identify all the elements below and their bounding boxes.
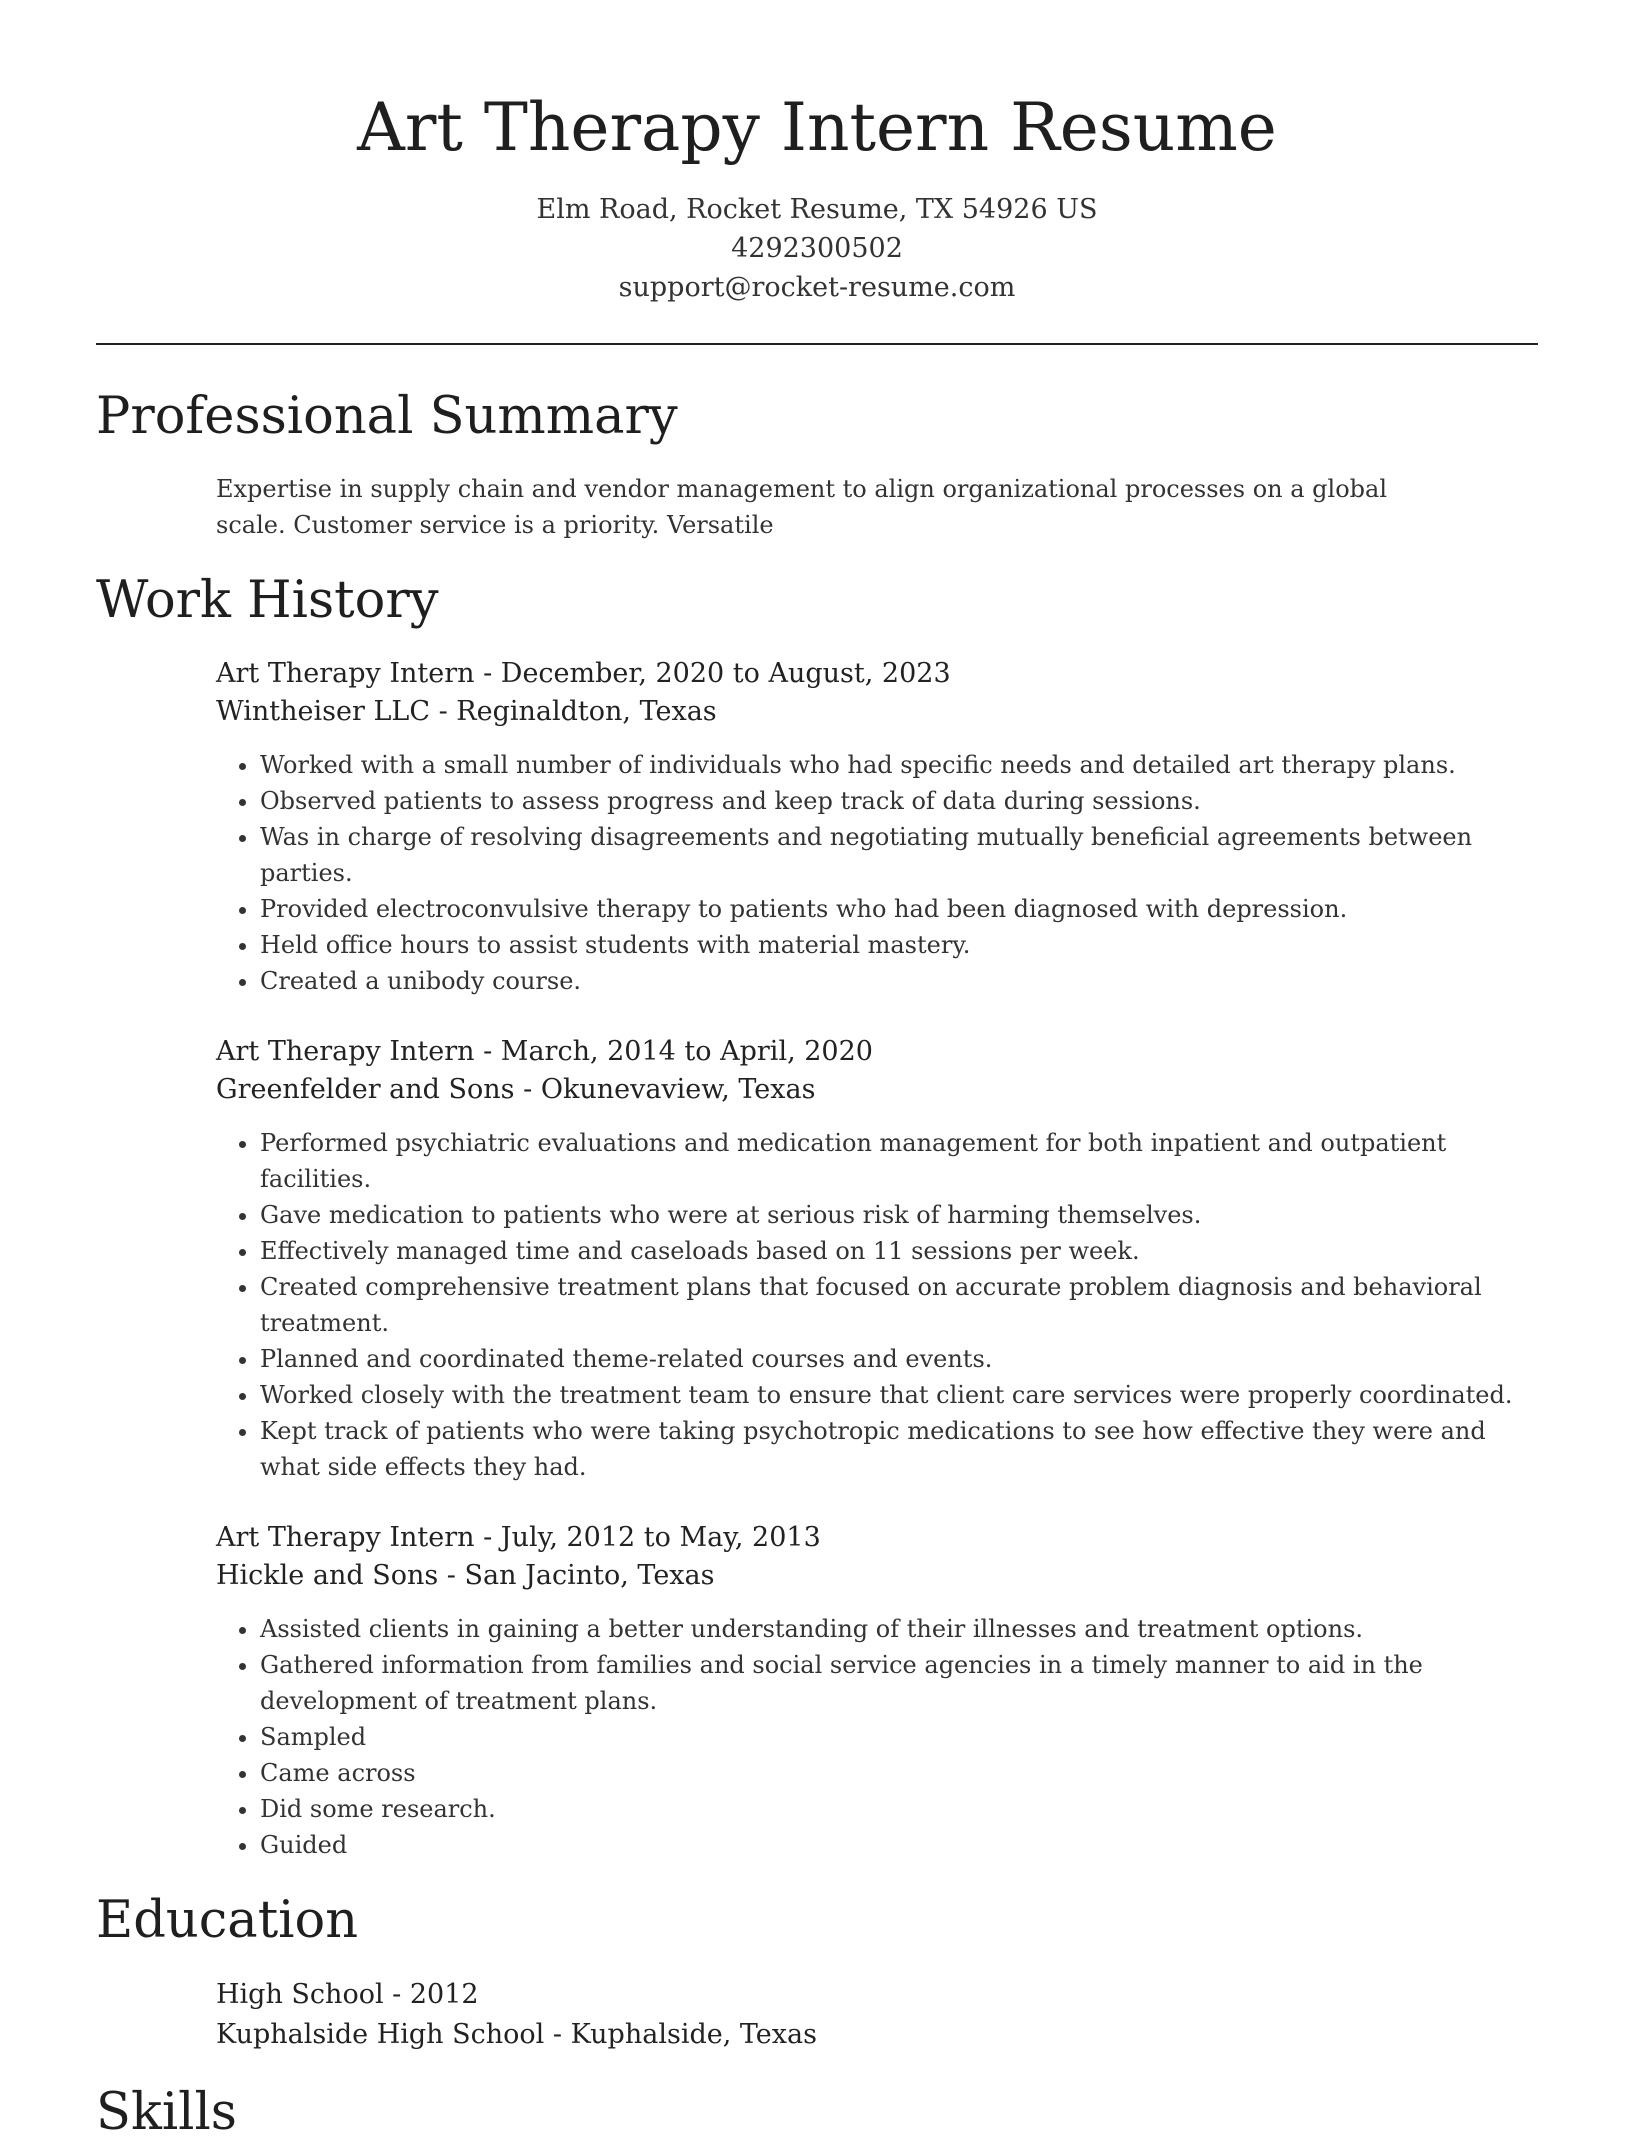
header-divider xyxy=(96,343,1538,345)
job-bullet: • Worked closely with the treatment team to ensure that client care services were properly coordinated. xyxy=(260,1377,1538,1413)
job-bullet: • Gathered information from families and social service agencies in a timely manner to aid in the development of treatment plans. xyxy=(260,1647,1538,1719)
job-bullets xyxy=(216,1125,1538,1485)
job-bullet: • Created a unibody course. xyxy=(260,963,1538,999)
skills-heading: Skills xyxy=(96,2083,237,2142)
job-bullet: • Observed patients to assess progress and keep track of data during sessions. xyxy=(260,783,1538,819)
job-bullet: • Worked with a small number of individuals who had specific needs and detailed art therapy plans. xyxy=(260,747,1538,783)
job-bullet: • Held office hours to assist students with material mastery. xyxy=(260,927,1538,963)
summary-heading: Professional Summary xyxy=(96,387,678,446)
job-entry xyxy=(216,1519,1538,1863)
education-school: Kuphalside High School - Kuphalside, Texas xyxy=(216,2019,817,2050)
job-bullet: • Effectively managed time and caseloads based on 11 sessions per week. xyxy=(260,1233,1538,1269)
job-bullets xyxy=(216,747,1538,999)
education-heading: Education xyxy=(96,1891,359,1950)
job-bullet: • Assisted clients in gaining a better understanding of their illnesses and treatment options. xyxy=(260,1611,1538,1647)
resume-page xyxy=(96,0,1538,2142)
job-bullet: • Guided xyxy=(260,1827,1538,1863)
contact-email: support@rocket-resume.com xyxy=(618,272,1016,303)
job-entry xyxy=(216,1033,1538,1485)
education-degree: High School - 2012 xyxy=(216,1979,479,2010)
resume-title: Art Therapy Intern Resume xyxy=(357,89,1277,166)
job-bullet: • Provided electroconvulsive therapy to patients who had been diagnosed with depression. xyxy=(260,891,1538,927)
job-bullet: • Kept track of patients who were taking psychotropic medications to see how effective they were and what side effects they had. xyxy=(260,1413,1538,1485)
job-bullet: • Planned and coordinated theme-related courses and events. xyxy=(260,1341,1538,1377)
job-title-dates: Art Therapy Intern - December, 2020 to August, 2023 xyxy=(216,658,951,689)
job-header xyxy=(216,1519,1538,1595)
job-bullet: • Created comprehensive treatment plans that focused on accurate problem diagnosis and behavioral treatment. xyxy=(260,1269,1538,1341)
summary-text: Expertise in supply chain and vendor management to align organizational processes on a global scale. Customer service is a priority. Versatile xyxy=(216,475,1388,539)
job-bullet: • Came across xyxy=(260,1755,1538,1791)
job-company-location: Wintheiser LLC - Reginaldton, Texas xyxy=(216,696,717,727)
job-bullet: • Did some research. xyxy=(260,1791,1538,1827)
contact-address: Elm Road, Rocket Resume, TX 54926 US xyxy=(536,194,1098,225)
contact-block xyxy=(96,190,1538,307)
job-bullet: • Gave medication to patients who were at serious risk of harming themselves. xyxy=(260,1197,1538,1233)
resume-header xyxy=(96,0,1538,307)
job-title-dates: Art Therapy Intern - March, 2014 to April, 2020 xyxy=(216,1036,873,1067)
job-company-location: Hickle and Sons - San Jacinto, Texas xyxy=(216,1560,715,1591)
contact-phone: 4292300502 xyxy=(731,233,903,264)
job-entry xyxy=(216,655,1538,999)
job-title-dates: Art Therapy Intern - July, 2012 to May, 2013 xyxy=(216,1522,821,1553)
work-history-heading: Work History xyxy=(96,571,439,630)
job-header xyxy=(216,1033,1538,1109)
education-entry xyxy=(216,1975,1538,2055)
job-bullet: • Was in charge of resolving disagreements and negotiating mutually beneficial agreements between parties. xyxy=(260,819,1538,891)
job-bullet: • Performed psychiatric evaluations and medication management for both inpatient and outpatient facilities. xyxy=(260,1125,1538,1197)
work-history-list xyxy=(96,655,1538,1863)
job-bullet: • Sampled xyxy=(260,1719,1538,1755)
job-bullets xyxy=(216,1611,1538,1863)
job-header xyxy=(216,655,1538,731)
job-company-location: Greenfelder and Sons - Okunevaview, Texas xyxy=(216,1074,816,1105)
